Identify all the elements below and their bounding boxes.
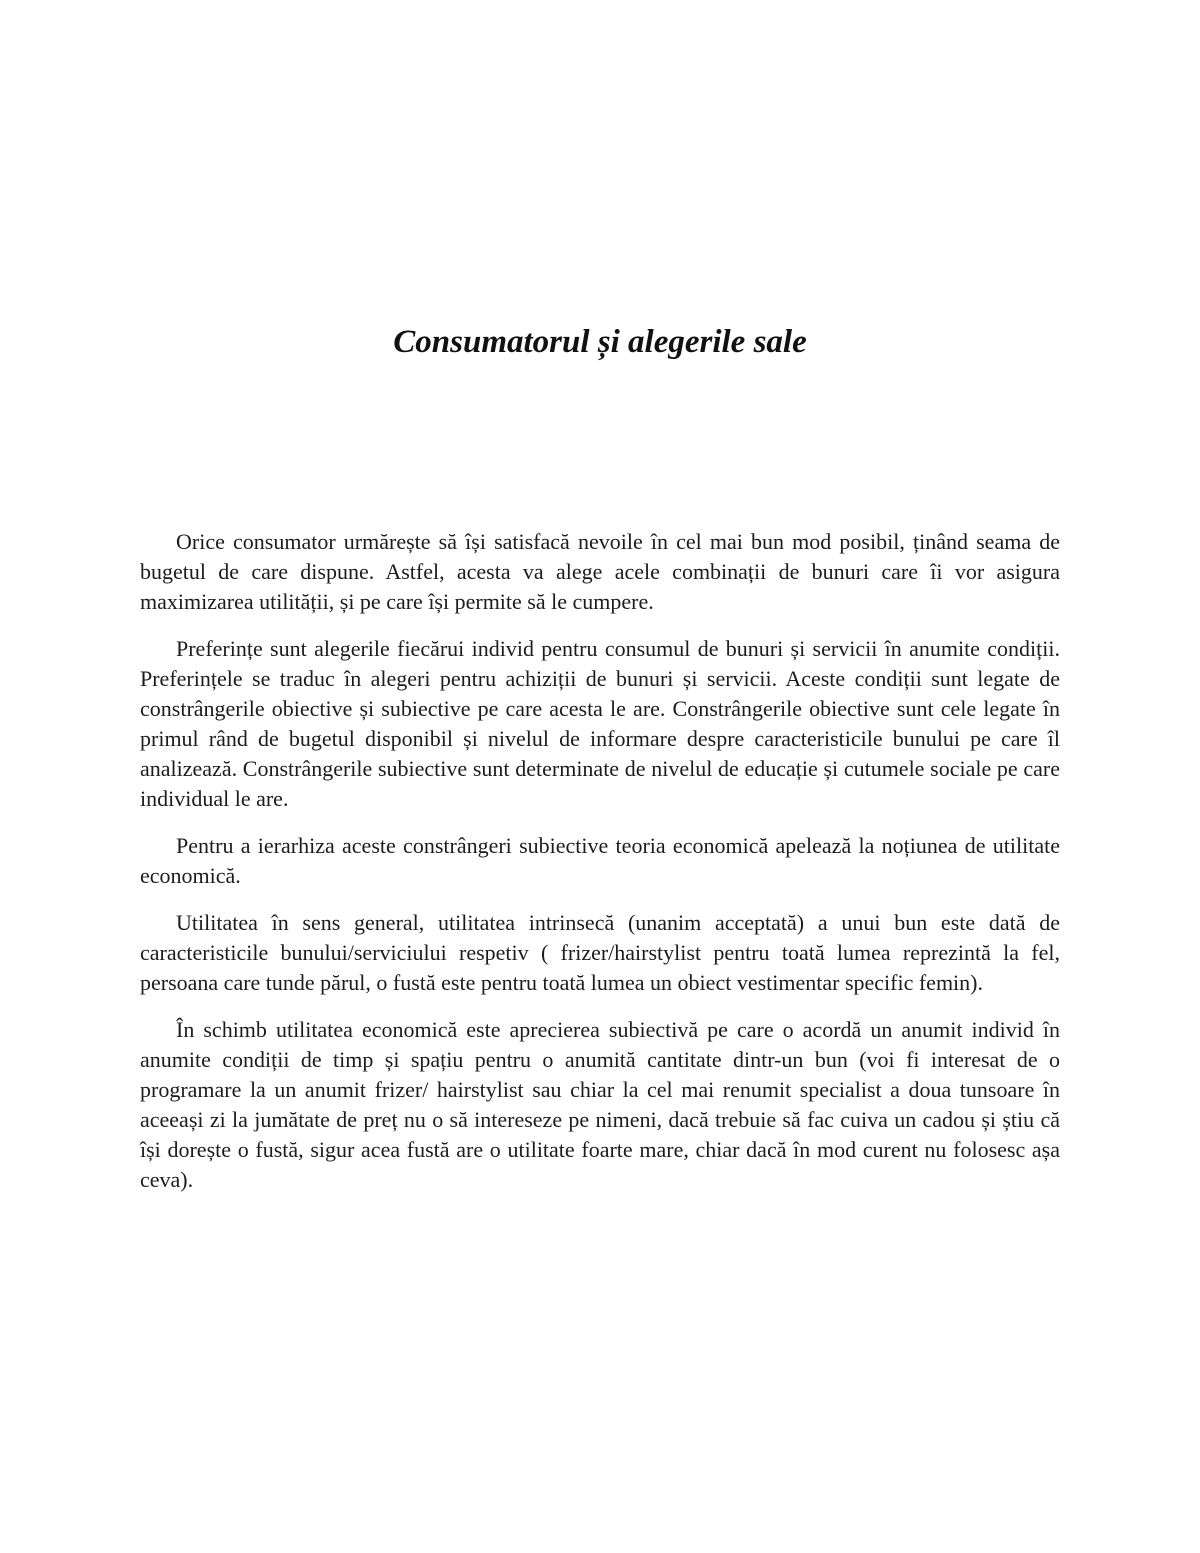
paragraph-preferences: Preferințe sunt alegerile fiecărui individ pentru consumul de bunuri și servicii în anumite condiții. Preferințele se traduc în alegeri pentru achiziții de bunuri și servicii. Aceste condiții sunt legate de constrângerile obiective și subiective pe care acesta le are. Constrângerile obiective sunt cele legate în primul rând de bugetul disponibil și nivelul de informare despre caracteristicile bunului pe care îl analizează. Constrângerile subiective sunt determinate de nivelul de educație și cutumele sociale pe care individual le are. — [140, 636, 1060, 811]
paragraph-intro: Orice consumator urmărește să își satisfacă nevoile în cel mai bun mod posibil, ținând seama de bugetul de care dispune. Astfel, acesta va alege acele combinații de bunuri care îi vor asigura maximizarea utilității, și pe care își permite să le cumpere. — [140, 529, 1060, 614]
paragraph-general-utility: Utilitatea în sens general, utilitatea intrinsecă (unanim acceptată) a unui bun este dată de caracteristicile bunului/serviciului respetiv ( frizer/hairstylist pentru toată lumea reprezintă la fel, persoana care tunde părul, o fustă este pentru toată lumea un obiect vestimentar specific femin). — [140, 910, 1060, 995]
paragraph-economic-utility: În schimb utilitatea economică este aprecierea subiectivă pe care o acordă un anumit individ în anumite condiții de timp și spațiu pentru o anumită cantitate dintr-un bun (voi fi interesat de o programare la un anumit frizer/ hairstylist sau chiar la cel mai renumit specialist a doua tunsoare în aceeași zi la jumătate de preț nu o să intereseze pe nimeni, dacă trebuie să fac cuiva un cadou și știu că își dorește o fustă, sigur acea fustă are o utilitate foarte mare, chiar dacă în mod curent nu folosesc așa ceva). — [140, 1017, 1060, 1192]
document-body — [140, 527, 1060, 1212]
paragraph-hierarchy: Pentru a ierarhiza aceste constrângeri subiective teoria economică apelează la noțiunea de utilitate economică. — [140, 833, 1060, 888]
document-title: Consumatorul și alegerile sale — [393, 324, 807, 360]
